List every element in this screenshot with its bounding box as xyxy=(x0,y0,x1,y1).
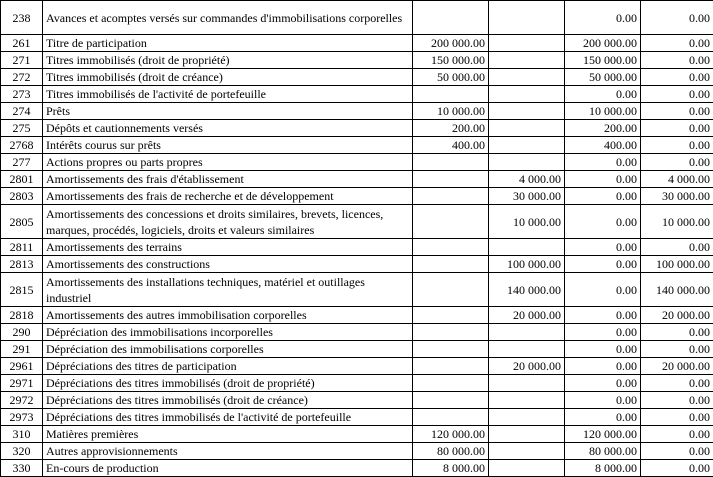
amount-col-3: 200.00 xyxy=(565,120,641,137)
account-label: Titres immobilisés de l'activité de portefeuille xyxy=(43,86,413,103)
account-label: Actions propres ou parts propres xyxy=(43,154,413,171)
amount-col-3: 0.00 xyxy=(565,256,641,273)
amount-col-2: 10 000.00 xyxy=(489,205,565,239)
amount-col-1: 200 000.00 xyxy=(413,35,489,52)
amount-col-4: 0.00 xyxy=(641,35,713,52)
account-label: Dépôts et cautionnements versés xyxy=(43,120,413,137)
amount-col-3: 0.00 xyxy=(565,409,641,426)
amount-col-3: 10 000.00 xyxy=(565,103,641,120)
account-code: 2801 xyxy=(1,171,43,188)
amount-col-1: 10 000.00 xyxy=(413,103,489,120)
amount-col-2: 4 000.00 xyxy=(489,171,565,188)
account-code: 271 xyxy=(1,52,43,69)
account-label: Amortissements des terrains xyxy=(43,239,413,256)
amount-col-4: 0.00 xyxy=(641,86,713,103)
amount-col-4: 0.00 xyxy=(641,137,713,154)
amount-col-4: 0.00 xyxy=(641,239,713,256)
amount-col-2: 100 000.00 xyxy=(489,256,565,273)
account-label: Autres approvisionnements xyxy=(43,443,413,460)
amount-col-4: 0.00 xyxy=(641,154,713,171)
amount-col-3: 0.00 xyxy=(565,205,641,239)
amount-col-2 xyxy=(489,120,565,137)
amount-col-1 xyxy=(413,409,489,426)
account-label: Amortissements des constructions xyxy=(43,256,413,273)
account-code: 261 xyxy=(1,35,43,52)
amount-col-3: 50 000.00 xyxy=(565,69,641,86)
amount-col-2 xyxy=(489,103,565,120)
amount-col-2 xyxy=(489,1,565,35)
table-row xyxy=(1,341,713,358)
account-label: Titres immobilisés (droit de créance) xyxy=(43,69,413,86)
amount-col-4: 0.00 xyxy=(641,409,713,426)
amount-col-1: 8 000.00 xyxy=(413,460,489,477)
amount-col-3: 0.00 xyxy=(565,341,641,358)
amount-col-4: 0.00 xyxy=(641,392,713,409)
account-label: Dépréciations des titres immobilisés (droit de propriété) xyxy=(43,375,413,392)
amount-col-3: 0.00 xyxy=(565,239,641,256)
table-row xyxy=(1,239,713,256)
amount-col-2 xyxy=(489,324,565,341)
amount-col-1 xyxy=(413,205,489,239)
amount-col-1 xyxy=(413,154,489,171)
amount-col-1 xyxy=(413,256,489,273)
amount-col-1 xyxy=(413,307,489,324)
account-code: 277 xyxy=(1,154,43,171)
amount-col-4: 0.00 xyxy=(641,103,713,120)
amount-col-1: 200.00 xyxy=(413,120,489,137)
table-row xyxy=(1,103,713,120)
amount-col-4: 0.00 xyxy=(641,426,713,443)
amount-col-1: 400.00 xyxy=(413,137,489,154)
amount-col-3: 0.00 xyxy=(565,358,641,375)
amount-col-4: 100 000.00 xyxy=(641,256,713,273)
amount-col-3: 0.00 xyxy=(565,307,641,324)
amount-col-3: 0.00 xyxy=(565,273,641,307)
amount-col-2: 20 000.00 xyxy=(489,358,565,375)
amount-col-4: 0.00 xyxy=(641,69,713,86)
amount-col-1 xyxy=(413,341,489,358)
amount-col-2: 140 000.00 xyxy=(489,273,565,307)
amount-col-2 xyxy=(489,69,565,86)
account-label: Intérêts courus sur prêts xyxy=(43,137,413,154)
amount-col-4: 0.00 xyxy=(641,375,713,392)
account-label: Dépréciations des titres immobilisés (droit de créance) xyxy=(43,392,413,409)
account-label: En-cours de production xyxy=(43,460,413,477)
table-row xyxy=(1,460,713,477)
amount-col-4: 140 000.00 xyxy=(641,273,713,307)
amount-col-2 xyxy=(489,409,565,426)
account-label: Prêts xyxy=(43,103,413,120)
account-label: Titres immobilisés (droit de propriété) xyxy=(43,52,413,69)
account-code: 291 xyxy=(1,341,43,358)
table-row xyxy=(1,375,713,392)
table-row xyxy=(1,205,713,239)
amount-col-1: 80 000.00 xyxy=(413,443,489,460)
account-label: Dépréciation des immobilisations incorporelles xyxy=(43,324,413,341)
account-code: 2972 xyxy=(1,392,43,409)
account-code: 290 xyxy=(1,324,43,341)
account-code: 310 xyxy=(1,426,43,443)
amount-col-1 xyxy=(413,239,489,256)
account-label: Dépréciations des titres immobilisés de l'activité de portefeuille xyxy=(43,409,413,426)
amount-col-2 xyxy=(489,341,565,358)
amount-col-4: 0.00 xyxy=(641,443,713,460)
account-label: Amortissements des concessions et droits similaires, brevets, licences, marques, procédés, logiciels, droits et valeurs similaires xyxy=(43,205,413,239)
amount-col-2 xyxy=(489,52,565,69)
table-row xyxy=(1,273,713,307)
table-row xyxy=(1,256,713,273)
table-row xyxy=(1,120,713,137)
table-row xyxy=(1,69,713,86)
amount-col-2 xyxy=(489,460,565,477)
amount-col-4: 20 000.00 xyxy=(641,307,713,324)
amount-col-3: 0.00 xyxy=(565,171,641,188)
account-label: Amortissements des autres immobilisation corporelles xyxy=(43,307,413,324)
amount-col-1 xyxy=(413,392,489,409)
account-code: 275 xyxy=(1,120,43,137)
amount-col-2 xyxy=(489,392,565,409)
amount-col-3: 150 000.00 xyxy=(565,52,641,69)
amount-col-3: 0.00 xyxy=(565,154,641,171)
amount-col-1 xyxy=(413,171,489,188)
amount-col-4: 30 000.00 xyxy=(641,188,713,205)
amount-col-4: 0.00 xyxy=(641,341,713,358)
amount-col-1: 150 000.00 xyxy=(413,52,489,69)
amount-col-1 xyxy=(413,358,489,375)
amount-col-4: 0.00 xyxy=(641,120,713,137)
account-code: 330 xyxy=(1,460,43,477)
table-row xyxy=(1,307,713,324)
amount-col-2 xyxy=(489,137,565,154)
account-code: 2805 xyxy=(1,205,43,239)
amount-col-3: 0.00 xyxy=(565,324,641,341)
account-code: 2973 xyxy=(1,409,43,426)
table-row xyxy=(1,86,713,103)
amount-col-2: 30 000.00 xyxy=(489,188,565,205)
amount-col-3: 0.00 xyxy=(565,392,641,409)
amount-col-2 xyxy=(489,154,565,171)
amount-col-1 xyxy=(413,86,489,103)
amount-col-3: 0.00 xyxy=(565,86,641,103)
account-label: Amortissements des frais de recherche et de développement xyxy=(43,188,413,205)
amount-col-1: 50 000.00 xyxy=(413,69,489,86)
amount-col-2 xyxy=(489,375,565,392)
table-row xyxy=(1,52,713,69)
amount-col-1 xyxy=(413,1,489,35)
account-code: 2811 xyxy=(1,239,43,256)
account-label: Dépréciations des titres de participation xyxy=(43,358,413,375)
amount-col-1 xyxy=(413,188,489,205)
amount-col-3: 0.00 xyxy=(565,1,641,35)
table-row xyxy=(1,137,713,154)
account-label: Titre de participation xyxy=(43,35,413,52)
amount-col-2 xyxy=(489,443,565,460)
table-row xyxy=(1,154,713,171)
trial-balance-body xyxy=(1,1,713,477)
account-label: Amortissements des frais d'établissement xyxy=(43,171,413,188)
account-label: Avances et acomptes versés sur commandes d'immobilisations corporelles xyxy=(43,1,413,35)
account-code: 272 xyxy=(1,69,43,86)
account-code: 273 xyxy=(1,86,43,103)
amount-col-2 xyxy=(489,239,565,256)
table-row xyxy=(1,324,713,341)
amount-col-4: 10 000.00 xyxy=(641,205,713,239)
amount-col-3: 200 000.00 xyxy=(565,35,641,52)
table-row xyxy=(1,35,713,52)
account-code: 2803 xyxy=(1,188,43,205)
account-code: 2815 xyxy=(1,273,43,307)
table-row xyxy=(1,188,713,205)
account-label: Dépréciation des immobilisations corporelles xyxy=(43,341,413,358)
amount-col-3: 80 000.00 xyxy=(565,443,641,460)
table-row xyxy=(1,358,713,375)
amount-col-1 xyxy=(413,375,489,392)
table-row xyxy=(1,426,713,443)
amount-col-2: 20 000.00 xyxy=(489,307,565,324)
amount-col-3: 120 000.00 xyxy=(565,426,641,443)
amount-col-1 xyxy=(413,273,489,307)
account-label: Amortissements des installations techniques, matériel et outillages industriel xyxy=(43,273,413,307)
table-row xyxy=(1,171,713,188)
amount-col-4: 0.00 xyxy=(641,460,713,477)
amount-col-4: 4 000.00 xyxy=(641,171,713,188)
amount-col-3: 8 000.00 xyxy=(565,460,641,477)
amount-col-2 xyxy=(489,426,565,443)
table-row xyxy=(1,409,713,426)
account-code: 2961 xyxy=(1,358,43,375)
account-code: 274 xyxy=(1,103,43,120)
amount-col-4: 20 000.00 xyxy=(641,358,713,375)
amount-col-3: 400.00 xyxy=(565,137,641,154)
amount-col-3: 0.00 xyxy=(565,375,641,392)
amount-col-2 xyxy=(489,86,565,103)
account-code: 320 xyxy=(1,443,43,460)
table-row xyxy=(1,1,713,35)
amount-col-1 xyxy=(413,324,489,341)
amount-col-3: 0.00 xyxy=(565,188,641,205)
table-row xyxy=(1,443,713,460)
table-row xyxy=(1,392,713,409)
account-code: 2813 xyxy=(1,256,43,273)
account-code: 2818 xyxy=(1,307,43,324)
amount-col-4: 0.00 xyxy=(641,324,713,341)
amount-col-4: 0.00 xyxy=(641,1,713,35)
amount-col-2 xyxy=(489,35,565,52)
account-label: Matières premières xyxy=(43,426,413,443)
amount-col-1: 120 000.00 xyxy=(413,426,489,443)
account-code: 2971 xyxy=(1,375,43,392)
amount-col-4: 0.00 xyxy=(641,52,713,69)
account-code: 238 xyxy=(1,1,43,35)
account-code: 2768 xyxy=(1,137,43,154)
